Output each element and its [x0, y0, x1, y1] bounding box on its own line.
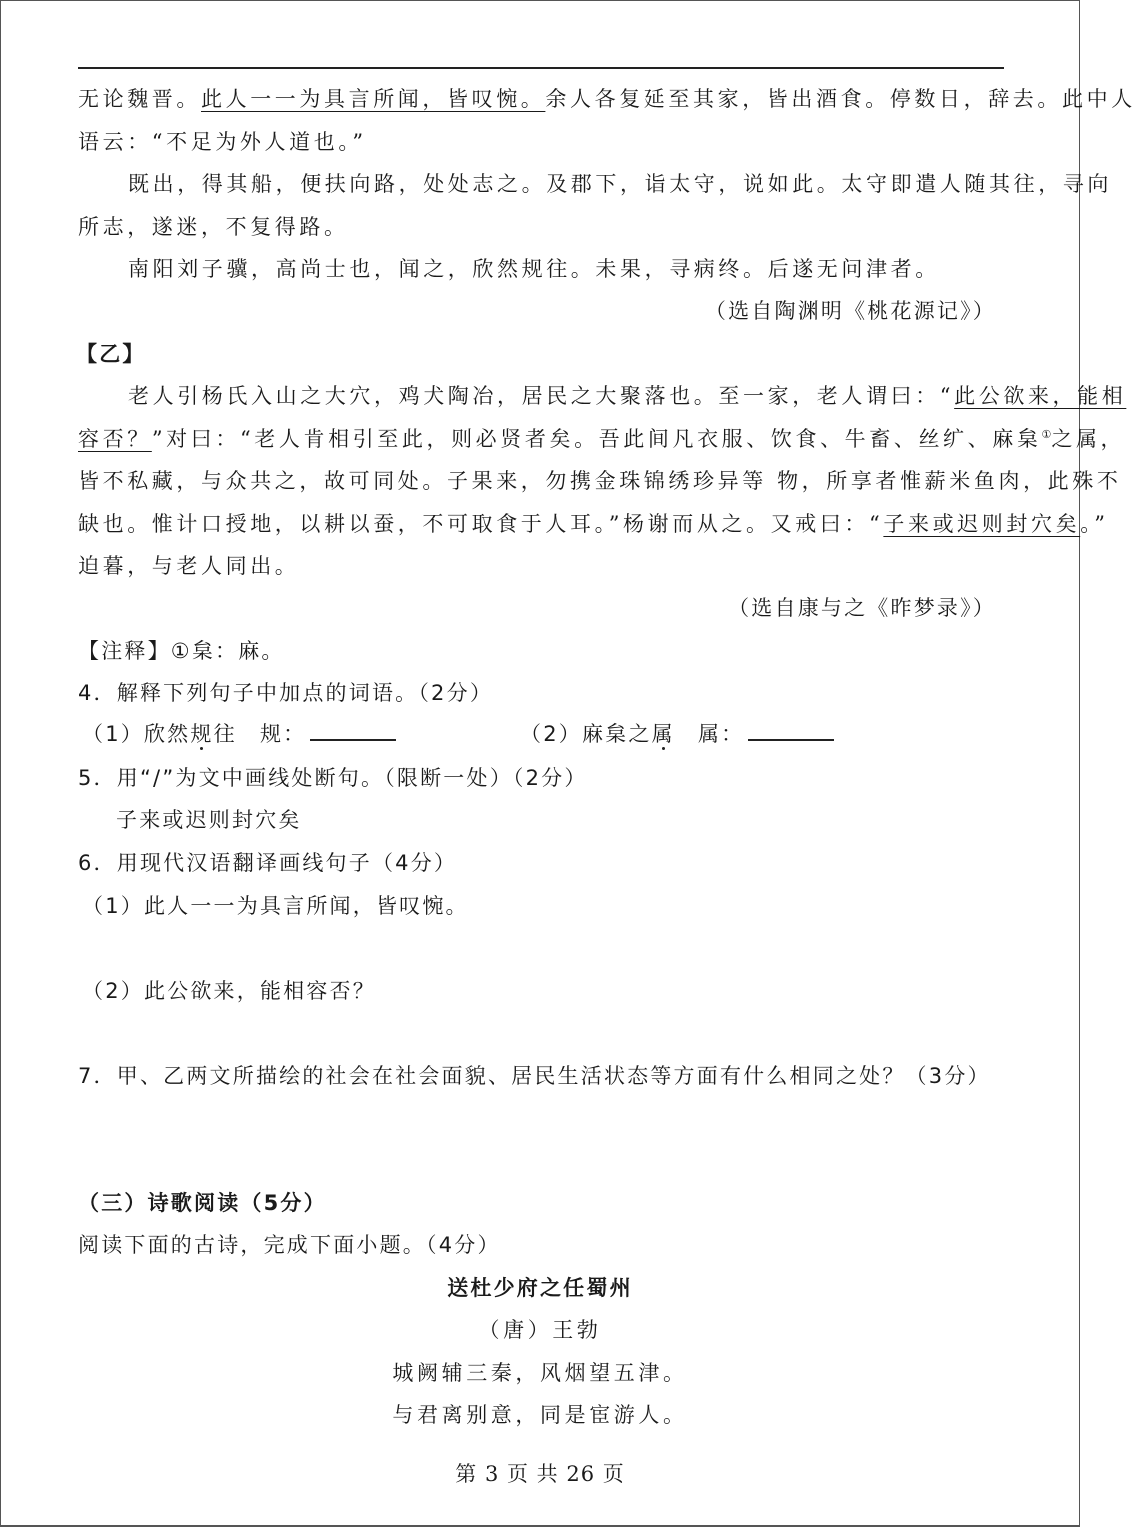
yi-label: 【乙】: [76, 342, 146, 366]
annotation-note: 【注释】①枲：麻。: [78, 639, 285, 663]
q4-title: 4．解释下列句子中加点的词语。（2分）: [78, 681, 494, 705]
q6-sentence-2: （2）此公欲来，能相容否？: [82, 979, 376, 1003]
jia-line-3: 既出，得其船，便扶向路，处处志之。及郡下，诣太守，说如此。太守即遣人随其往，寻向: [128, 172, 1112, 196]
q6-title: 6．用现代汉语翻译画线句子（4分）: [78, 851, 458, 875]
q5-title: 5．用“/”为文中画线处断句。（限断一处）（2分）: [78, 766, 588, 790]
footnote-marker: ①: [1041, 428, 1052, 441]
poem-author: （唐）王勃: [478, 1318, 602, 1342]
answer-blank-1[interactable]: [310, 719, 396, 741]
poem-title: 送杜少府之任蜀州: [447, 1276, 633, 1300]
poem-line-1: 城阙辅三秦，风烟望五津。: [392, 1361, 688, 1385]
answer-blank-2[interactable]: [748, 719, 834, 741]
jia-source: （选自陶渊明《桃花源记》）: [704, 299, 996, 323]
underlined-sentence-1: 此人一一为具言所闻，皆叹惋。: [201, 87, 546, 111]
jia-line-4: 所志，遂迷，不复得路。: [78, 215, 349, 239]
underlined-sentence-3: 子来或迟则封穴矣: [883, 512, 1081, 536]
jia-line-2: 语云：“不足为外人道也。”: [78, 130, 367, 154]
poem-line-2: 与君离别意，同是宦游人。: [392, 1403, 688, 1427]
q7-title: 7．甲、乙两文所描绘的社会在社会面貌、居民生活状态等方面有什么相同之处？（3分）: [78, 1064, 991, 1088]
yi-source: （选自康与之《昨梦录》）: [728, 596, 996, 620]
section3-instruction: 阅读下面的古诗，完成下面小题。（4分）: [78, 1233, 501, 1257]
dotted-char-shu: 属: [651, 722, 675, 746]
underlined-sentence-2a: 此公欲来，能相: [954, 384, 1127, 408]
q4-item-1: （1）欣然规往 规：: [82, 719, 396, 749]
dotted-char-gui: 规: [190, 722, 214, 746]
yi-line-4: 缺也。惟计口授地，以耕以蚕，不可取食于人耳。”杨谢而从之。又戒曰：“子来或迟则封穴矣。”: [78, 512, 1109, 536]
yi-line-3: 皆不私藏，与众共之，故可同处。子果来，勿携金珠锦绣珍异等 物，所享者惟薪米鱼肉，此殊不: [78, 469, 1122, 493]
yi-line-5: 迫暮，与老人同出。: [78, 554, 300, 578]
section3-title: （三）诗歌阅读（5分）: [78, 1191, 327, 1215]
q4-item-2: （2）麻枲之属 属：: [520, 719, 834, 749]
yi-line-1: 老人引杨氏入山之大穴，鸡犬陶冶，居民之大聚落也。至一家，老人谓曰：“此公欲来，能相: [128, 384, 1127, 408]
top-rule: [78, 67, 1004, 69]
q5-sentence: 子来或迟则封穴矣: [116, 808, 302, 832]
jia-line-5: 南阳刘子骥，高尚士也，闻之，欣然规往。未果，寻病终。后遂无问津者。: [128, 257, 940, 281]
q6-sentence-1: （1）此人一一为具言所闻，皆叹惋。: [82, 894, 469, 918]
underlined-sentence-2b: 容否？: [78, 427, 152, 451]
yi-line-2: 容否？”对曰：“老人肯相引至此，则必贤者矣。吾此间凡衣服、饮食、牛畜、丝纩、麻枲①之属，: [78, 427, 1126, 451]
page-footer: 第 3 页 共 26 页: [455, 1462, 625, 1486]
jia-line-1: 无论魏晋。此人一一为具言所闻，皆叹惋。余人各复延至其家，皆出酒食。停数日，辞去。此中人: [78, 87, 1136, 111]
